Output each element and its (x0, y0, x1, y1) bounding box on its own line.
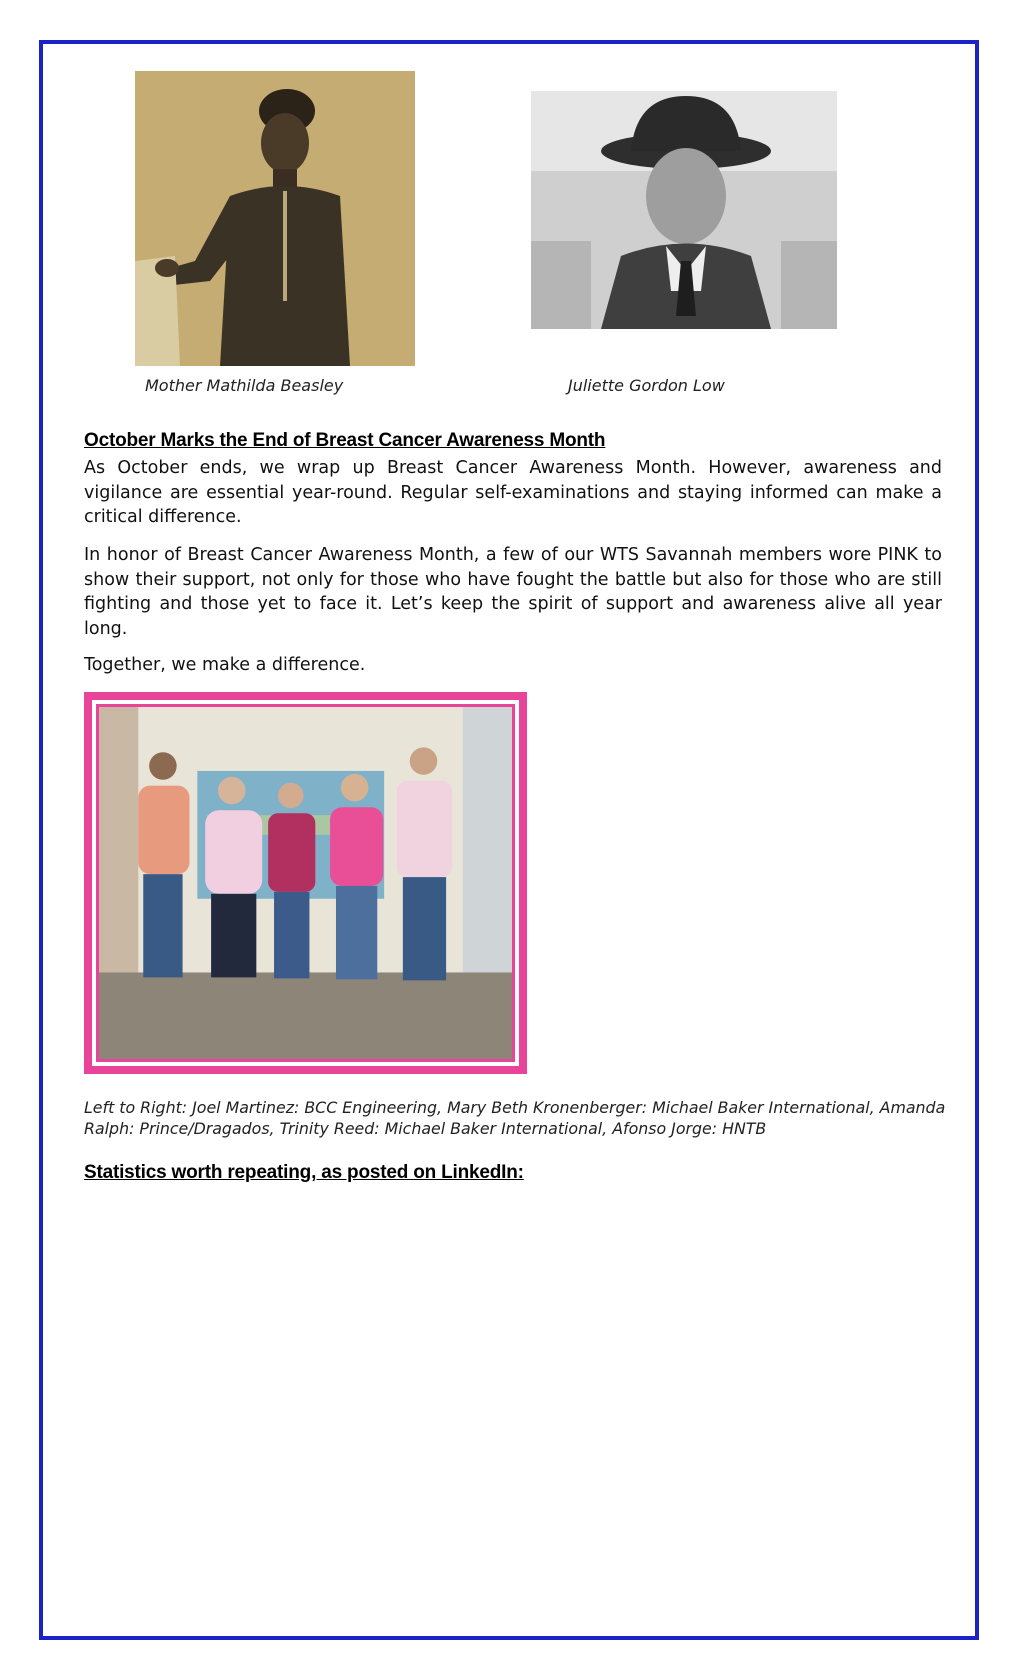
portrait-mathilda-beasley (135, 71, 415, 366)
paragraph-3: Together, we make a difference. (84, 655, 366, 675)
caption-low: Juliette Gordon Low (568, 376, 725, 395)
paragraph-1: As October ends, we wrap up Breast Cancer Awareness Month. However, awareness and vigilance are essential year-round. Regular self-examinations and staying informed can make a critical difference. (84, 458, 942, 527)
statistics-heading: Statistics worth repeating, as posted on LinkedIn: (84, 1162, 524, 1183)
group-photo (84, 692, 527, 1074)
article-heading: October Marks the End of Breast Cancer Awareness Month (84, 430, 606, 451)
paragraph-2: In honor of Breast Cancer Awareness Month, a few of our WTS Savannah members wore PINK to show their support, not only for those who have fought the battle but also for those who are still fighting and those yet to face it. Let’s keep the spirit of support and awareness alive all year long. (84, 545, 942, 639)
group-photo-caption: Left to Right: Joel Martinez: BCC Engineering, Mary Beth Kronenberger: Michael Baker International, Amanda Ralph: Prince/Dragados, Trinity Reed: Michael Baker International, Afonso Jorge: HNTB (84, 1098, 946, 1138)
caption-beasley: Mother Mathilda Beasley (145, 376, 344, 395)
portrait-juliette-gordon-low (531, 91, 837, 329)
